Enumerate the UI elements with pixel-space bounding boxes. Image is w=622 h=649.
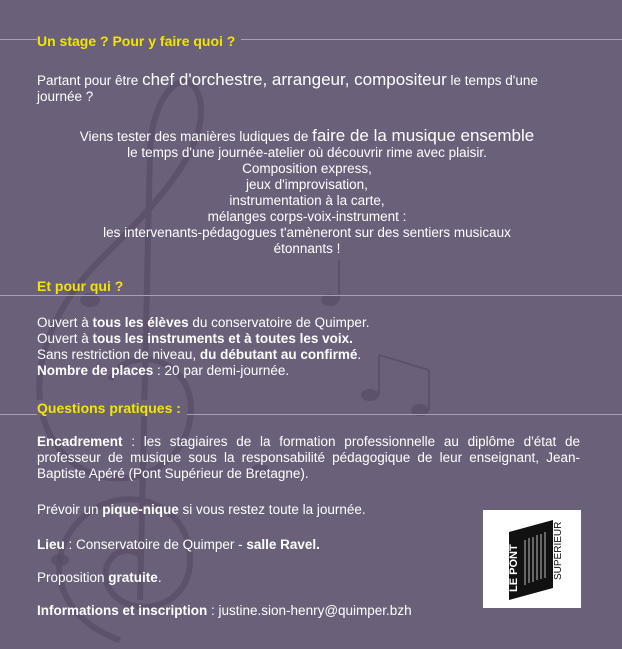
note-icon xyxy=(51,554,69,566)
audience-block: Ouvert à tous les élèves du conservatoire de Quimper. Ouvert à tous les instruments et à toutes les voix. Sans restriction de niveau, du débutant au confirmé. Nombre de places : 20 par demi-journée. xyxy=(37,315,370,378)
section-heading-stage: Un stage ? Pour y faire quoi ? xyxy=(37,33,241,49)
intro-text: Partant pour être chef d'orchestre, arrangeur, compositeur le temps d'une journée ? xyxy=(37,70,538,104)
contact-email: : justine.sion-henry@quimper.bzh xyxy=(207,603,412,618)
intro-roles: chef d'orchestre, arrangeur, compositeur xyxy=(142,70,447,89)
logo-title-1: LE PONT xyxy=(508,544,520,592)
invite-line: étonnants ! xyxy=(273,241,341,256)
logo-title-2: SUPÉRIEUR xyxy=(553,521,564,580)
picnic-text: Prévoir un pique-nique si vous restez toute la journée. xyxy=(37,502,366,517)
section-heading-audience: Et pour qui ? xyxy=(37,278,124,294)
invite-line: les intervenants-pédagogues t'amèneront sur des sentiers musicaux xyxy=(103,225,511,240)
section-heading-practical: Questions pratiques : xyxy=(37,400,187,416)
invite-line: le temps d'une journée-atelier où découvrir rime avec plaisir. xyxy=(127,145,487,160)
price-text: Proposition gratuite. xyxy=(37,570,162,585)
encadrement-text: Encadrement : les stagiaires de la formation professionnelle au diplôme d'état de professeur de musique sous la responsabilité pédagogique de leur enseignant, Jean-Baptiste Apéré (Pont Supérieur de Bretagne). xyxy=(37,434,580,481)
divider xyxy=(0,295,622,296)
invite-line: Composition express, xyxy=(242,161,372,176)
note-icon xyxy=(361,389,379,401)
contact-text: Informations et inscription : justine.sion-henry@quimper.bzh xyxy=(37,603,412,618)
logo-graphic xyxy=(483,510,581,608)
invite-block: Viens tester des manières ludiques de faire de la musique ensemble le temps d'une journée-atelier où découvrir rime avec plaisir. Composition express, jeux d'improvisation, instrumentation à la carte, mélanges corps-voix-instrument : les intervenants-pédagogues t'amèneront sur des sentiers musicaux étonnants ! xyxy=(37,128,577,257)
invite-highlight: faire de la musique ensemble xyxy=(312,126,535,145)
invite-line: instrumentation à la carte, xyxy=(229,193,385,208)
invite-line: jeux d'improvisation, xyxy=(246,177,368,192)
venue-text: Lieu : Conservatoire de Quimper - salle Ravel. xyxy=(37,537,320,552)
invite-line: mélanges corps-voix-instrument : xyxy=(207,209,407,224)
pont-superieur-logo xyxy=(483,510,581,608)
